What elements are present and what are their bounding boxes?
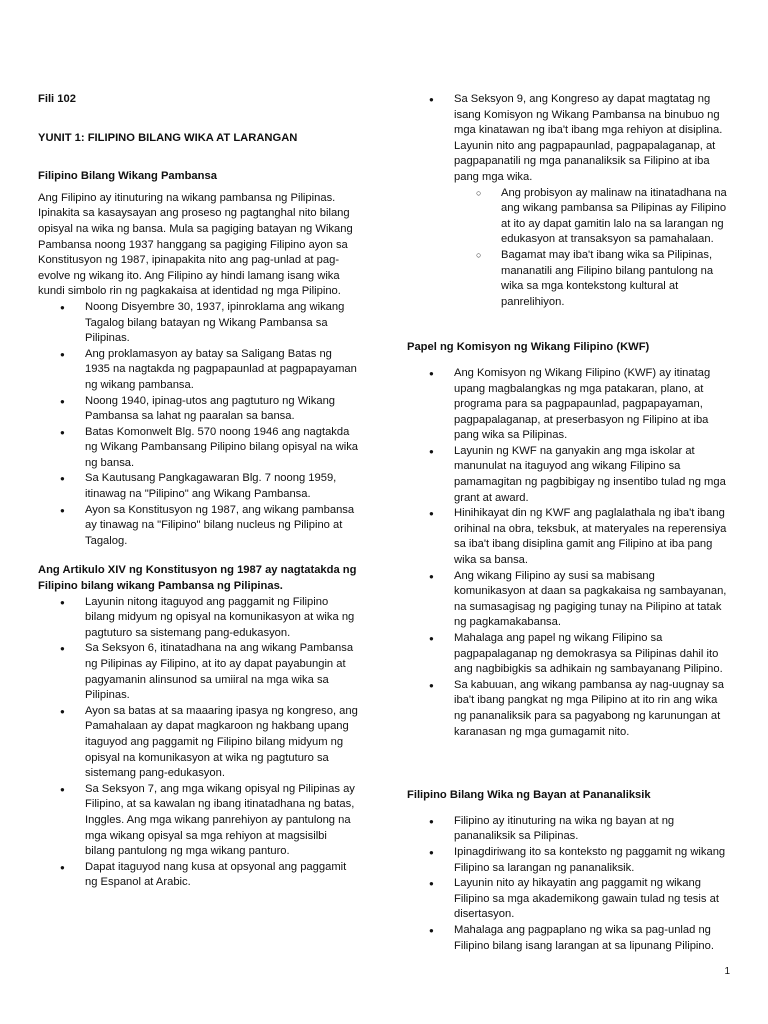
list-item: ● Sa Seksyon 7, ang mga wikang opisyal ng Pilipinas ay Filipino, at sa kawalan ng ibang itinatadhana ng batas, Inggles. Ang mga wikang panrehiyon ay pantulong na mga wikang opisyal sa mga rehiyon at magsisilbi bilang pantulong ng mga wikang panturo. bbox=[38, 782, 358, 860]
list-item: ● Noong Disyembre 30, 1937, ipinroklama ang wikang Tagalog bilang batayan ng Wikang Pambansa sa Pilipinas. bbox=[38, 300, 358, 347]
list-item-text: Sa Seksyon 9, ang Kongreso ay dapat magtatag ng isang Komisyon ng Wikang Pambansa na binubuo ng mga kinatawan ng iba't ibang mga rehiyon at disiplina. Layunin nito ang pagpapaunlad, pagpapalaganap, at pagpapanatili ng mga pananaliksik sa Filipino at iba pang mga wika. bbox=[454, 93, 723, 183]
list-item: ● Layunin nitong itaguyod ang paggamit ng Filipino bilang midyum ng opisyal na komunikasyon at wika ng pagtuturo sa sistemang pang-edukasyon. bbox=[38, 595, 358, 642]
list-item: ● Mahalaga ang pagpaplano ng wika sa pag-unlad ng Filipino bilang isang larangan at sa lipunang Pilipino. bbox=[407, 923, 729, 954]
list-item: ● Sa kabuuan, ang wikang pambansa ay nag-uugnay sa iba't ibang pangkat ng mga Pilipino at ito rin ang wika ng pananaliksik para sa pagyabong ng karunungan at karanasan ng mga gumagamit nito. bbox=[407, 678, 729, 740]
section-paragraph: Ang Filipino ay itinuturing na wikang pambansa ng Pilipinas. Ipinakita sa kasaysayan ang proseso ng pagtanghal nito bilang opisyal na wika ng bansa. Mula sa pagiging batayan ng Wikang Pambansa noong 1937 hanggang sa pagiging Filipino ayon sa Konstitusyon ng 1987, ipinapakita nito ang pag-unlad at pag-evolve ng wikang ito. Ang Filipino ay hindi lamang isang wika kundi simbolo rin ng pagkakaisa at identidad ng mga Pilipino. bbox=[38, 191, 353, 298]
list-item: ● Filipino ay itinuturing na wika ng bayan at ng pananaliksik sa Pilipinas. bbox=[407, 814, 729, 845]
list-item: ● Ang Komisyon ng Wikang Filipino (KWF) ay itinatag upang magbalangkas ng mga patakaran, plano, at programa para sa pagpapaunlad, pagpapayaman, pagpapalaganap, at preserbasyon ng Filipino at iba pang wika sa Pilipinas. bbox=[407, 366, 729, 444]
course-code: Fili 102 bbox=[38, 93, 76, 105]
sub-list-item: ○ Ang probisyon ay malinaw na itinatadhana na ang wikang pambansa sa Pilipinas ay Filipino at ito ay dapat gamitin lalo na sa larangan ng edukasyon at transaksyon sa pamahalaan. bbox=[454, 186, 729, 248]
section-heading-kwf: Papel ng Komisyon ng Wikang Filipino (KWF) bbox=[407, 341, 650, 354]
list-item: ● Ang wikang Filipino ay susi sa mabisang komunikasyon at daan sa pagkakaisa ng sambayanan, na sumasagisag ng pagiging tunay na Pilipino at tatak ng pagkamakabansa. bbox=[407, 569, 729, 631]
unit-title: YUNIT 1: FILIPINO BILANG WIKA AT LARANGAN bbox=[38, 131, 298, 144]
bullet-list bbox=[407, 814, 729, 954]
page-number: 1 bbox=[724, 966, 730, 977]
section-heading-wikang-pambansa: Filipino Bilang Wikang Pambansa bbox=[38, 170, 217, 183]
list-item: ● Batas Komonwelt Blg. 570 noong 1946 ang nagtakda ng Wikang Pambansang Pilipino bilang opisyal na wika ng bansa. bbox=[38, 425, 358, 472]
list-item: ● Ipinagdiriwang ito sa konteksto ng paggamit ng wikang Filipino sa larangan ng pananaliksik. bbox=[407, 845, 729, 876]
bullet-list bbox=[407, 92, 729, 310]
right-column bbox=[407, 92, 729, 954]
list-item: ● Ayon sa batas at sa maaaring ipasya ng kongreso, ang Pamahalaan ay dapat magkaroon ng hakbang upang itaguyod ang paggamit ng Filipino bilang midyum ng opisyal na komunikasyon at wika ng pagtuturo sa sistemang pang-edukasyon. bbox=[38, 704, 358, 782]
list-item: ● Layunin nito ay hikayatin ang paggamit ng wikang Filipino sa mga akademikong gawain tulad ng tesis at disertasyon. bbox=[407, 876, 729, 923]
list-item: ● Mahalaga ang papel ng wikang Filipino sa pagpapalaganap ng demokrasya sa Pilipinas dahil ito ang nagbibigkis sa adhikain ng sambayanang Pilipino. bbox=[407, 631, 729, 678]
left-column bbox=[38, 92, 358, 891]
list-item: ● Noong 1940, ipinag-utos ang pagtuturo ng Wikang Pambansa sa lahat ng paaralan sa bansa. bbox=[38, 394, 358, 425]
list-item: ● Layunin ng KWF na ganyakin ang mga iskolar at manunulat na itaguyod ang wikang Filipino sa pamamagitan ng pagbibigay ng insentibo tulad ng mga grant at award. bbox=[407, 444, 729, 506]
sub-bullet-list bbox=[454, 186, 729, 311]
bullet-list bbox=[38, 595, 358, 891]
list-item bbox=[407, 92, 729, 310]
list-item: ● Ang proklamasyon ay batay sa Saligang Batas ng 1935 na nagtakda ng pagpapaunlad at pagpapayaman ng wikang pambansa. bbox=[38, 347, 358, 394]
bullet-list bbox=[407, 366, 729, 740]
list-item: ● Sa Seksyon 6, itinatadhana na ang wikang Pambansa ng Pilipinas ay Filipino, at ito ay dapat payabungin at pagyamanin alinsunod sa umiiral na mga wika sa Pilipinas. bbox=[38, 641, 358, 703]
section-heading-artikulo-xiv: Ang Artikulo XIV ng Konstitusyon ng 1987 ay nagtatakda ng Filipino bilang wikang Pambansa ng Pilipinas. bbox=[38, 564, 357, 593]
section-heading-wika-ng-bayan: Filipino Bilang Wika ng Bayan at Pananaliksik bbox=[407, 789, 651, 802]
bullet-list bbox=[38, 300, 358, 550]
list-item: ● Ayon sa Konstitusyon ng 1987, ang wikang pambansa ay tinawag na "Filipino" bilang nucleus ng Pilipino at Tagalog. bbox=[38, 503, 358, 550]
list-item: ● Dapat itaguyod nang kusa at opsyonal ang paggamit ng Espanol at Arabic. bbox=[38, 860, 358, 891]
list-item: ● Hinihikayat din ng KWF ang paglalathala ng iba't ibang orihinal na obra, teksbuk, at materyales na reperensiya sa iba't ibang disiplina gamit ang Filipino at iba pang wika sa bansa. bbox=[407, 506, 729, 568]
list-item: ● Sa Kautusang Pangkagawaran Blg. 7 noong 1959, itinawag na "Pilipino" ang Wikang Pambansa. bbox=[38, 471, 358, 502]
sub-list-item: ○ Bagamat may iba't ibang wika sa Pilipinas, mananatili ang Filipino bilang pantulong na wika sa mga kontekstong kultural at panrelihiyon. bbox=[454, 248, 729, 310]
